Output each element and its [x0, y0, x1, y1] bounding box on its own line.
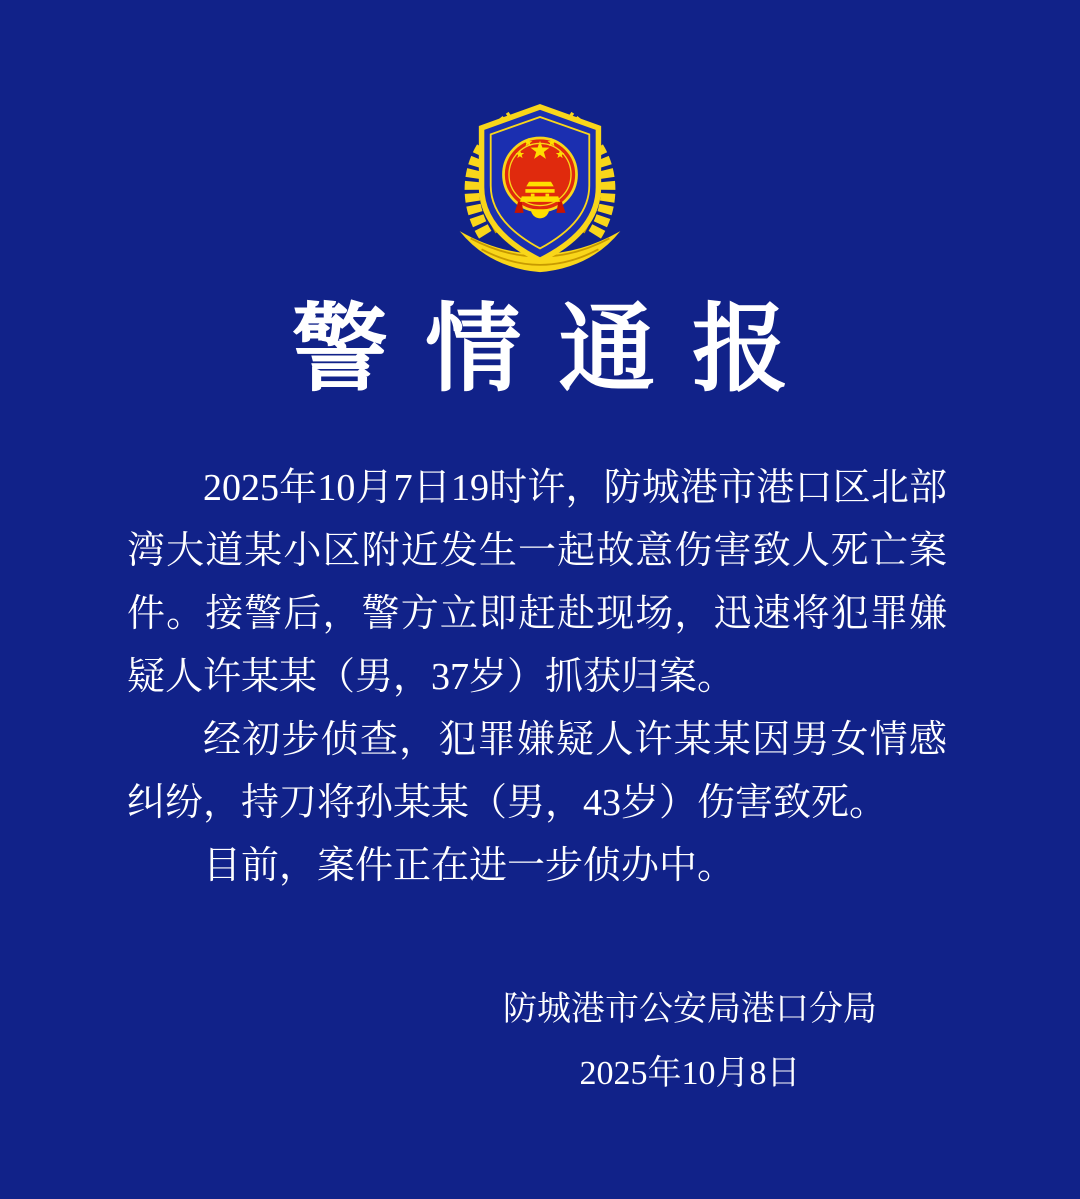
- signature-block: [470, 978, 910, 1106]
- notice-body: [0, 457, 947, 898]
- issuer-line: 防城港市公安局港口分局: [503, 991, 877, 1029]
- police-emblem-icon: [447, 96, 633, 274]
- notice-paragraph: 目前，案件正在进一步侦办中。: [203, 845, 736, 888]
- notice-paragraph: 2025年10月7日19时许，防城港市港口区北部湾大道某小区附近发生一起故意伤害致人死亡案件。接警后，警方立即赶赴现场，迅速将犯罪嫌疑人许某某（男，37岁）抓获归案。: [127, 467, 947, 699]
- notice-title: 警情通报: [291, 296, 826, 403]
- date-line: 2025年10月8日: [579, 1055, 801, 1093]
- police-badge-icon: [447, 96, 633, 274]
- notice-paragraph: 经初步侦查，犯罪嫌疑人许某某因男女情感纠纷，持刀将孙某某（男，43岁）伤害致死。: [127, 719, 947, 825]
